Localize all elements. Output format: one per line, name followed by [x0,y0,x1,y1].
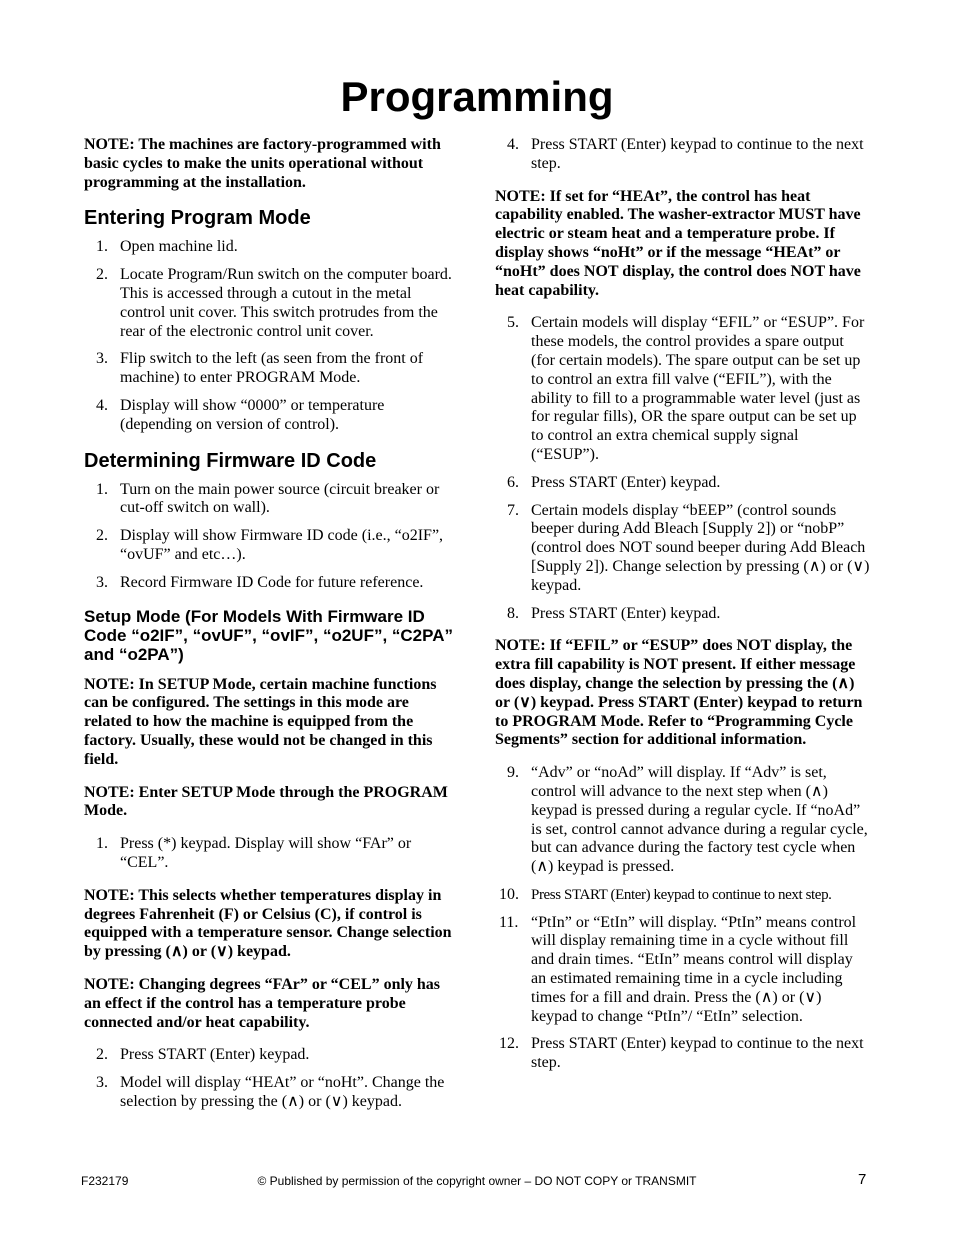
step-number: 2. [96,527,108,545]
list-item [495,502,870,596]
step-number: 5. [507,314,519,332]
right-column [495,136,870,1087]
list-item [495,914,870,1027]
step-number: 3. [96,573,108,591]
page-title: Programming [340,73,614,120]
step-text: Certain models display “bEEP” (control sounds beeper during Add Bleach [Supply 2]) or “nobP” (control does NOT sound beeper during Add Bleach [Supply 2]). Change selection by pressing (∧) or (∨) keypad. [531,501,870,594]
extra-fill-note: NOTE: If “EFIL” or “ESUP” does NOT display, the extra fill capability is NOT present. If either message does display, change the selection by pressing the (∧) or (∨) keypad. Press START (Enter) keypad to return to PROGRAM Mode. Refer to “Programming Cycle Segments” section for additional information. [495,637,863,749]
left-column [84,136,460,1126]
entering-program-mode-heading: Entering Program Mode [84,207,311,230]
step-number: 7. [507,501,519,519]
list-item [495,764,870,877]
list-item [495,474,870,493]
list-item [84,350,460,388]
firmware-steps-list [84,481,460,593]
step-number: 4. [507,136,519,153]
list-item [84,1074,460,1112]
intro-note: NOTE: The machines are factory-programmed with basic cycles to make the units operational without programming at the installation. [84,136,441,191]
step-text: “PtIn” or “EtIn” will display. “PtIn” means control will display remaining time in a cycle without fill and drain times. “EtIn” means control will display an estimated remaining time in a cycle including times for a fill and drain. Press the (∧) or (∨) keypad to change “PtIn”/ “EtIn” selection. [531,913,857,1025]
list-item [84,266,460,341]
copyright-notice: © Published by permission of the copyright owner – DO NOT COPY or TRANSMIT [257,1174,697,1188]
step-number: 12. [499,1035,519,1053]
step-number: 3. [96,350,108,368]
list-item [84,397,460,435]
step-number: 1. [96,835,108,853]
step-number: 10. [499,885,519,903]
step-text: Press START (Enter) keypad to continue to the next step. [531,136,864,172]
step-text: Open machine lid. [120,238,238,256]
setup-note: NOTE: In SETUP Mode, certain machine functions can be configured. The settings in this mode are related to how the machine is equipped from the factory. Usually, these would not be changed in this field. [84,675,437,768]
heat-capability-note: NOTE: If set for “HEAt”, the control has heat capability enabled. The washer-extractor MUST have electric or steam heat and a temperature probe. If display shows “noHt” or if the message “HEAt” or “noHt” does NOT display, the control does NOT have heat capability. [495,187,861,299]
list-item [495,314,870,464]
step-text: Press (*) keypad. Display will show “FAr” or “CEL”. [120,835,412,871]
step-number: 6. [507,473,519,491]
setup-steps-list-5-8 [495,314,870,623]
step-text: “Adv” or “noAd” will display. If “Adv” is set, control will advance to the next step when (∧) keypad is pressed during a regular cycle. If “noAd” is set, control cannot advance during a regular cycle, but can advance during the factory test cycle when (∧) keypad is pressed. [531,764,868,876]
step-text: Press START (Enter) keypad. [531,604,721,622]
step-text: Press START (Enter) keypad to continue to next step. [531,886,832,903]
entering-steps-list [84,238,460,434]
setup-steps-list-9-12 [495,764,870,1073]
enter-setup-note: NOTE: Enter SETUP Mode through the PROGRAM Mode. [84,783,448,820]
setup-steps-list [84,835,460,873]
step-text: Press START (Enter) keypad to continue to the next step. [531,1035,864,1072]
list-item [495,1035,870,1073]
step-number: 2. [96,1046,108,1064]
list-item [495,605,870,624]
step-text: Turn on the main power source (circuit breaker or cut-off switch on wall). [120,480,440,517]
setup-steps-list-4 [495,136,870,174]
list-item [84,238,460,257]
list-item [84,1046,460,1065]
step-text: Display will show “0000” or temperature (depending on version of control). [120,396,385,433]
step-text: Model will display “HEAt” or “noHt”. Change the selection by pressing the (∧) or (∨) keypad. [120,1074,445,1110]
list-item [84,574,460,593]
step-text: Press START (Enter) keypad. [120,1046,310,1064]
list-item [84,527,460,565]
page-number: 7 [858,1171,867,1188]
list-item [84,481,460,519]
step-number: 2. [96,266,108,284]
step-number: 8. [507,604,519,622]
degrees-effect-note: NOTE: Changing degrees “FAr” or “CEL” only has an effect if the control has a temperature probe connected and/or heat capability. [84,975,441,1031]
document-code: F232179 [81,1174,129,1188]
setup-mode-heading: Setup Mode (For Models With Firmware ID Code “o2IF”, “ovUF”, “ovIF”, “o2UF”, “C2PA” and “o2PA”) [84,606,453,664]
temperature-units-note: NOTE: This selects whether temperatures display in degrees Fahrenheit (F) or Celsius (C), if control is equipped with a temperature sensor. Change selection by pressing (∧) or (∨) keypad. [84,886,452,961]
firmware-id-heading: Determining Firmware ID Code [84,449,377,472]
step-text: Record Firmware ID Code for future reference. [120,573,424,591]
step-number: 9. [507,764,519,782]
step-number: 3. [96,1074,108,1092]
setup-steps-list-continued [84,1046,460,1111]
list-item [495,136,870,174]
step-number: 4. [96,396,108,414]
step-number: 1. [96,238,108,256]
step-text: Display will show Firmware ID code (i.e., “o2IF”, “ovUF” and etc…). [120,527,444,563]
step-text: Certain models will display “EFIL” or “ESUP”. For these models, the control provides a spare output (for certain models). The spare output can be set up to control an extra fill valve (“EFIL”), with the ability to fill to a programmable water level (just as for regular fills), OR the spare output can be set up to control an extra chemical supply signal (“ESUP”). [531,314,865,463]
list-item [495,886,870,905]
step-number: 1. [96,480,108,498]
list-item [84,835,460,873]
step-text: Locate Program/Run switch on the computer board. This is accessed through a cutout in the metal control unit cover. This switch protrudes from the rear of the electronic control unit cover. [120,266,452,340]
step-text: Press START (Enter) keypad. [531,473,721,491]
step-number: 11. [499,913,519,931]
step-text: Flip switch to the left (as seen from the front of machine) to enter PROGRAM Mode. [120,350,424,387]
